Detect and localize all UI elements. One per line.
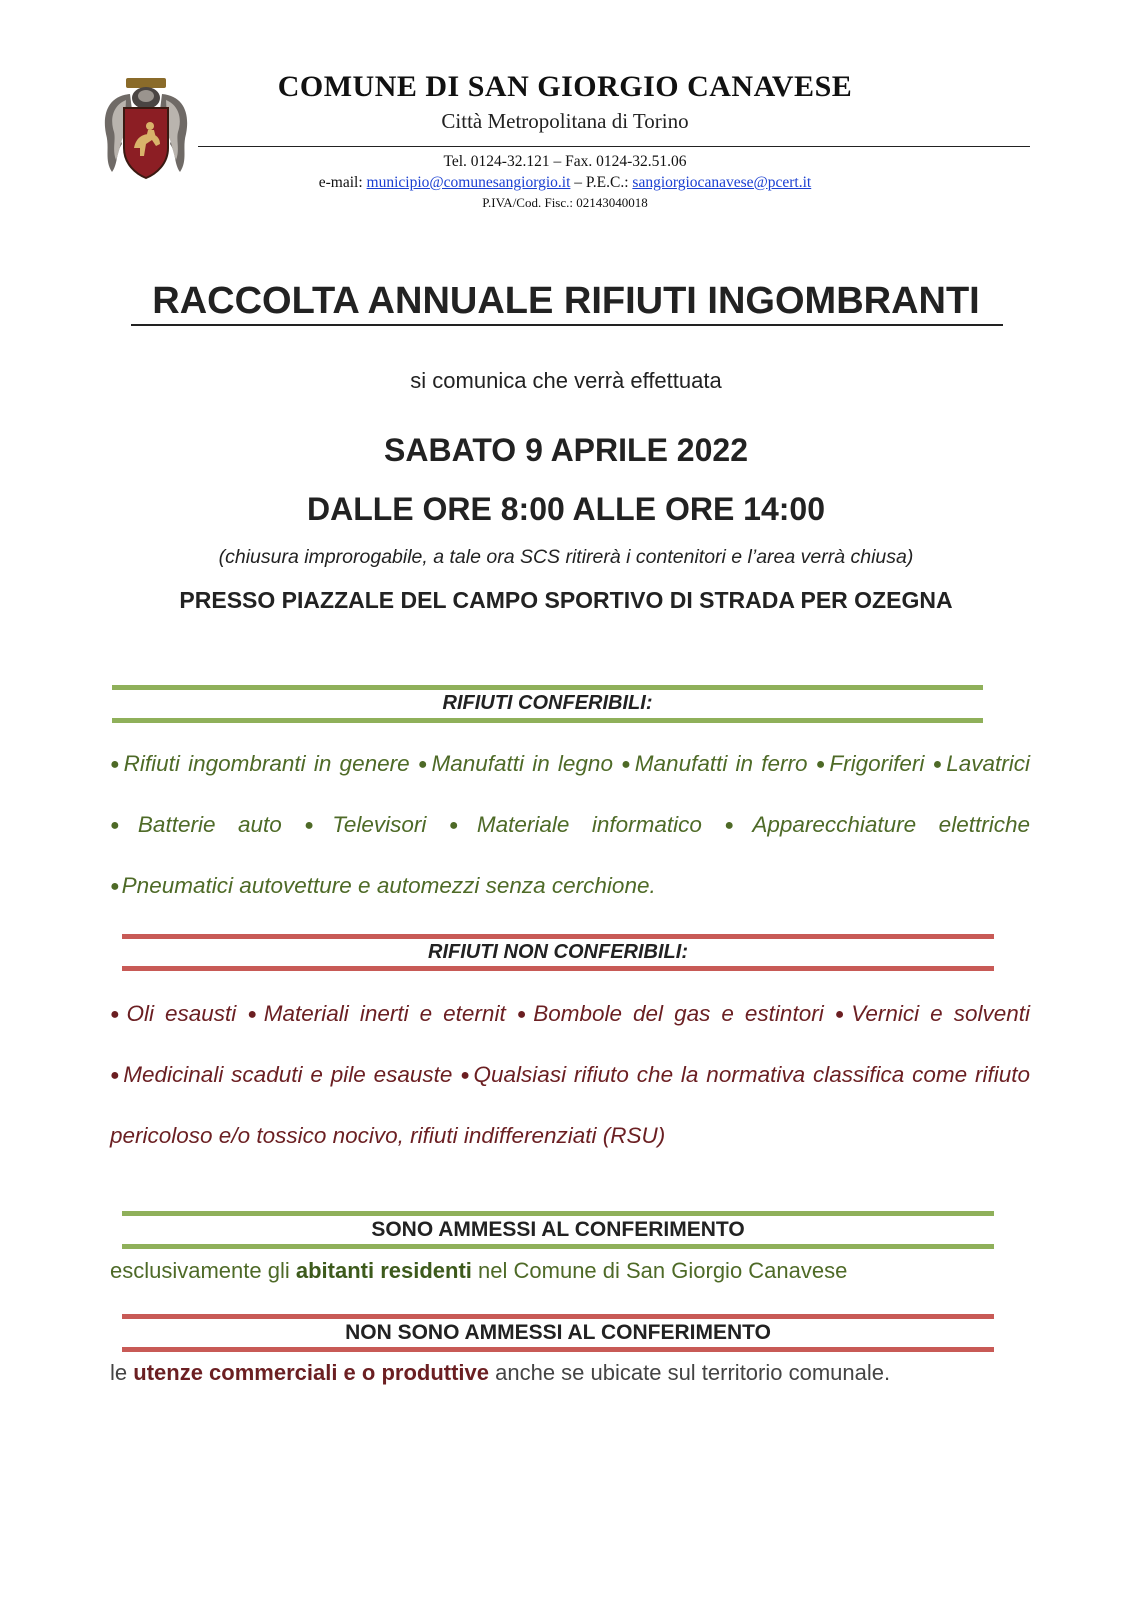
notice-title-underline xyxy=(131,324,1003,326)
not-allowed-list xyxy=(110,984,1030,1166)
list-item: ●Batterie auto xyxy=(110,812,282,837)
pec-link[interactable]: sangiorgiocanavese@pcert.it xyxy=(632,174,812,191)
bullet-icon: ● xyxy=(110,1006,125,1023)
phone-fax-line: Tel. 0124-32.121 – Fax. 0124-32.51.06 xyxy=(443,153,687,170)
notice-title: RACCOLTA ANNUALE RIFIUTI INGOMBRANTI xyxy=(152,280,980,322)
list-item: ●Rifiuti ingombranti in genere xyxy=(110,751,410,776)
not-admitted-heading: NON SONO AMMESSI AL CONFERIMENTO xyxy=(345,1321,771,1344)
not-allowed-rule-top xyxy=(122,934,994,939)
list-item: ●Televisori xyxy=(304,812,427,837)
not-allowed-rule-bottom xyxy=(122,966,994,971)
vat-code: P.IVA/Cod. Fisc.: 02143040018 xyxy=(482,195,648,210)
list-item: ●Vernici e solventi xyxy=(834,1001,1031,1026)
event-location: PRESSO PIAZZALE DEL CAMPO SPORTIVO DI STRADA PER OZEGNA xyxy=(179,587,953,613)
list-item: ●Medicinali scaduti e pile esauste xyxy=(110,1062,453,1087)
bullet-icon: ● xyxy=(304,817,331,834)
bullet-icon: ● xyxy=(834,1006,850,1023)
list-item: ●Manufatti in legno xyxy=(417,751,613,776)
pec-label: – P.E.C.: xyxy=(574,174,629,191)
not-admitted-rule-top xyxy=(122,1314,994,1319)
allowed-list xyxy=(110,734,1030,917)
not-allowed-heading: RIFIUTI NON CONFERIBILI: xyxy=(428,941,688,963)
admitted-heading: SONO AMMESSI AL CONFERIMENTO xyxy=(371,1218,745,1241)
list-item: ●Pneumatici autovetture e automezzi senza cerchione. xyxy=(110,873,656,898)
admitted-text: esclusivamente gli abitanti residenti nel Comune di San Giorgio Canavese xyxy=(110,1258,848,1283)
bullet-icon: ● xyxy=(110,1067,122,1084)
list-item: ●Manufatti in ferro xyxy=(621,751,808,776)
bullet-icon: ● xyxy=(815,756,828,773)
email-line xyxy=(200,174,930,192)
event-time: DALLE ORE 8:00 ALLE ORE 14:00 xyxy=(306,491,826,527)
bullet-icon: ● xyxy=(460,1067,472,1084)
closing-note: (chiusura improrogabile, a tale ora SCS ritirerà i contenitori e l’area verrà chiusa) xyxy=(218,546,914,568)
admitted-rule-bottom xyxy=(122,1244,994,1249)
list-item: ●Frigoriferi xyxy=(815,751,925,776)
bullet-icon: ● xyxy=(516,1006,532,1023)
bullet-icon: ● xyxy=(724,817,751,834)
municipality-subtitle: Città Metropolitana di Torino xyxy=(441,109,689,133)
admitted-rule-top xyxy=(122,1211,994,1216)
admitted-emphasis: abitanti residenti xyxy=(295,1258,472,1283)
notice-intro: si comunica che verrà effettuata xyxy=(410,368,722,393)
list-item: ●Materiale informatico xyxy=(448,812,702,837)
bullet-icon: ● xyxy=(110,817,136,834)
list-item: ●Oli esausti xyxy=(110,1001,237,1026)
header-divider xyxy=(198,146,1030,147)
not-admitted-text: le utenze commerciali e o produttive anche se ubicate sul territorio comunale. xyxy=(110,1360,891,1385)
list-item: ●Qualsiasi rifiuto che la normativa classifica come rifiuto pericoloso e/o tossico nocivo, rifiuti indifferenziati (RSU) xyxy=(110,1062,1030,1148)
municipal-crest-logo xyxy=(100,74,192,182)
list-item: ●Bombole del gas e estintori xyxy=(516,1001,824,1026)
bullet-icon: ● xyxy=(932,756,945,773)
bullet-icon: ● xyxy=(621,756,633,773)
bullet-icon: ● xyxy=(110,878,120,895)
email-label: e-mail: xyxy=(318,174,363,191)
email-link[interactable]: municipio@comunesangiorgio.it xyxy=(366,174,571,191)
event-date: SABATO 9 APRILE 2022 xyxy=(384,432,748,468)
allowed-rule-bottom xyxy=(112,718,983,723)
bullet-icon: ● xyxy=(417,756,430,773)
not-admitted-rule-bottom xyxy=(122,1347,994,1352)
bullet-icon: ● xyxy=(110,756,122,773)
bullet-icon: ● xyxy=(247,1006,262,1023)
not-admitted-emphasis: utenze commerciali e o produttive xyxy=(133,1360,489,1385)
bullet-icon: ● xyxy=(448,817,475,834)
list-item: ●Lavatrici xyxy=(932,751,1030,776)
list-item: ●Materiali inerti e eternit xyxy=(247,1001,506,1026)
allowed-rule-top xyxy=(112,685,983,690)
allowed-heading: RIFIUTI CONFERIBILI: xyxy=(442,692,653,714)
list-item: ●Apparecchiature elettriche xyxy=(724,812,1030,837)
municipality-name: COMUNE DI SAN GIORGIO CANAVESE xyxy=(277,70,853,103)
